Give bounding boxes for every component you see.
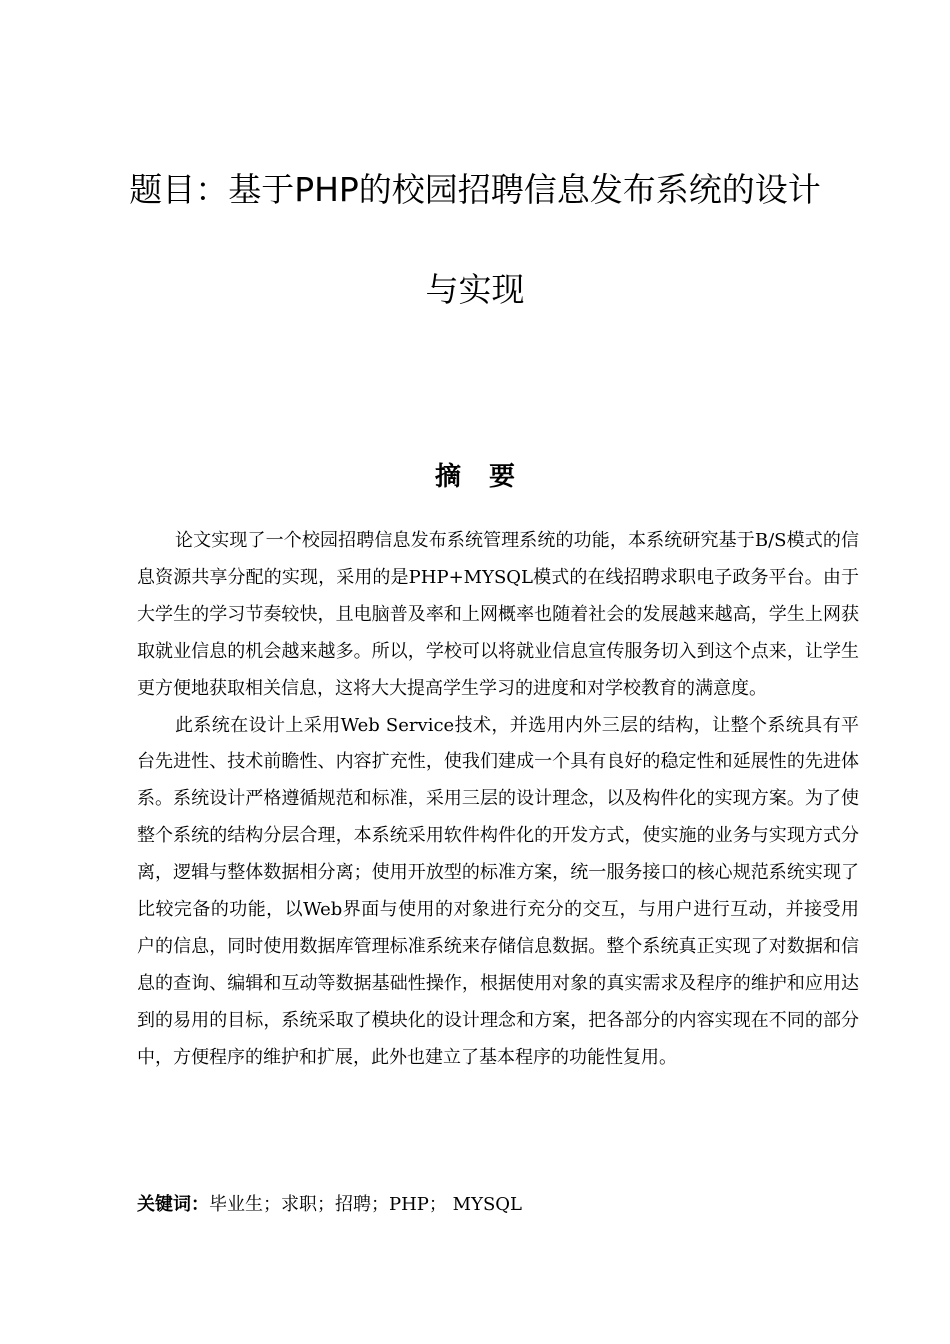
document-title [90,140,860,340]
keywords-label: 关键词： [137,1194,209,1215]
abstract-body [137,523,859,1077]
title-line-2: 与实现 [425,270,525,309]
keywords-line [137,1190,859,1220]
keywords-value: 毕业生；求职；招聘；PHP； MYSQL [209,1194,522,1215]
title-line-1: 题目：基于PHP的校园招聘信息发布系统的设计 [129,170,821,209]
abstract-paragraph-2: 此系统在设计上采用Web Service技术，并选用内外三层的结构，让整个系统具有平台先进性、技术前瞻性、内容扩充性，使我们建成一个具有良好的稳定性和延展性的先进体系。系统设计严格遵循规范和标准，采用三层的设计理念，以及构件化的实现方案。为了使整个系统的结构分层合理，本系统采用软件构件化的开发方式，使实施的业务与实现方式分离，逻辑与整体数据相分离；使用开放型的标准方案，统一服务接口的核心规范系统实现了比较完备的功能，以Web界面与使用的对象进行充分的交互，与用户进行互动，并接受用户的信息，同时使用数据库管理标准系统来存储信息数据。整个系统真正实现了对数据和信息的查询、编辑和互动等数据基础性操作，根据使用对象的真实需求及程序的维护和应用达到的易用的目标，系统采取了模块化的设计理念和方案，把各部分的内容实现在不同的部分中，方便程序的维护和扩展，此外也建立了基本程序的功能性复用。 [137,714,859,1068]
abstract-paragraph-1: 论文实现了一个校园招聘信息发布系统管理系统的功能，本系统研究基于B/S模式的信息资源共享分配的实现，采用的是PHP+MYSQL模式的在线招聘求职电子政务平台。由于大学生的学习节奏较快，且电脑普及率和上网概率也随着社会的发展越来越高，学生上网获取就业信息的机会越来越多。所以，学校可以将就业信息宣传服务切入到这个点来，让学生更方便地获取相关信息，这将大大提高学生学习的进度和对学校教育的满意度。 [137,530,859,699]
abstract-heading: 摘要 [434,462,543,492]
